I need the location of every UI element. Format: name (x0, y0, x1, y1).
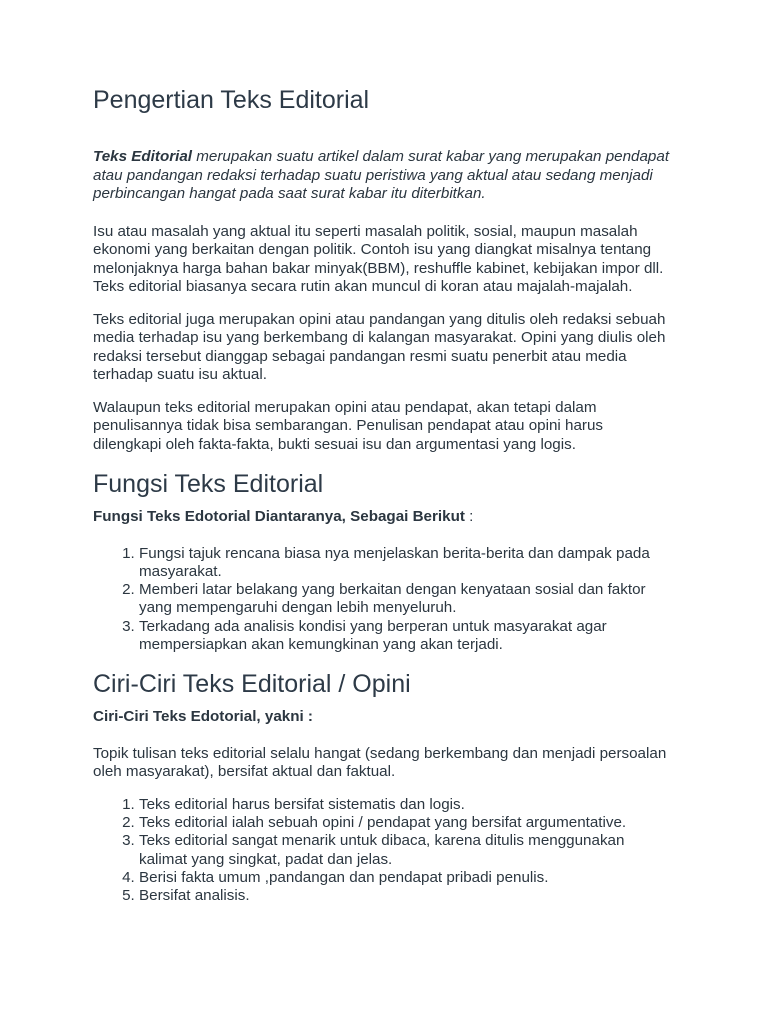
fungsi-heading: Fungsi Teks Editorial (93, 470, 324, 498)
intro-text: merupakan suatu artikel dalam surat kabar yang merupakan pendapat atau pandangan redaksi terhadap suatu peristiwa yang aktual atau sedang menjadi perbincangan hangat pada saat surat kabar itu diterbitkan. (93, 148, 670, 202)
paragraph-1: Isu atau masalah yang aktual itu seperti masalah politik, sosial, maupun masalah ekonomi yang berkaitan dengan politik. Contoh isu yang diangkat misalnya tentang melonjaknya harga bahan bakar minyak(BBM), reshuffle kabinet, kebijakan impor dll. Teks editorial biasanya secara rutin akan muncul di koran atau majalah-majalah. (93, 222, 664, 295)
list-item: 5. Bersifat analisis. (139, 887, 673, 905)
fungsi-list (93, 545, 673, 655)
intro-term: Teks Editorial (93, 148, 193, 165)
list-item: 3. Teks editorial sangat menarik untuk dibaca, karena ditulis menggunakan kalimat yang singkat, padat dan jelas. (139, 832, 673, 869)
list-item: 2. Teks editorial ialah sebuah opini / pendapat yang bersifat argumentative. (139, 814, 673, 832)
fungsi-lead (93, 508, 673, 527)
fungsi-lead-colon: : (464, 508, 474, 525)
document-page (93, 84, 673, 920)
ciri-list (93, 796, 673, 906)
page-title: Pengertian Teks Editorial (93, 86, 370, 114)
fungsi-lead-text: Fungsi Teks Edotorial Diantaranya, Sebagai Berikut (93, 508, 465, 525)
paragraph-2: Teks editorial juga merupakan opini atau pandangan yang ditulis oleh redaksi sebuah media terhadap isu yang berkembang di kalangan masyarakat. Opini yang diulis oleh redaksi tersebut dianggap sebagai pandangan resmi suatu penerbit atau media terhadap suatu isu aktual. (93, 310, 666, 383)
list-item: 1. Fungsi tajuk rencana biasa nya menjelaskan berita-berita dan dampak pada masyarakat. (139, 545, 673, 582)
ciri-paragraph: Topik tulisan teks editorial selalu hangat (sedang berkembang dan menjadi persoalan oleh masyarakat), bersifat aktual dan faktual. (93, 744, 667, 781)
list-item: 2. Memberi latar belakang yang berkaitan dengan kenyataan sosial dan faktor yang mempengaruhi dengan lebih menyeluruh. (139, 581, 673, 618)
intro-paragraph (93, 148, 673, 204)
list-item: 4. Berisi fakta umum ,pandangan dan pendapat pribadi penulis. (139, 869, 673, 887)
list-item: 3. Terkadang ada analisis kondisi yang berperan untuk masyarakat agar mempersiapkan akan kemungkinan yang akan terjadi. (139, 618, 673, 655)
ciri-heading: Ciri-Ciri Teks Editorial / Opini (93, 670, 411, 699)
ciri-lead: Ciri-Ciri Teks Edotorial, yakni : (93, 708, 313, 726)
paragraph-3: Walaupun teks editorial merupakan opini atau pendapat, akan tetapi dalam penulisannya tidak bisa sembarangan. Penulisan pendapat atau opini harus dilengkapi oleh fakta-fakta, bukti sesuai isu dan argumentasi yang logis. (93, 398, 603, 453)
list-item: 1. Teks editorial harus bersifat sistematis dan logis. (139, 796, 673, 814)
